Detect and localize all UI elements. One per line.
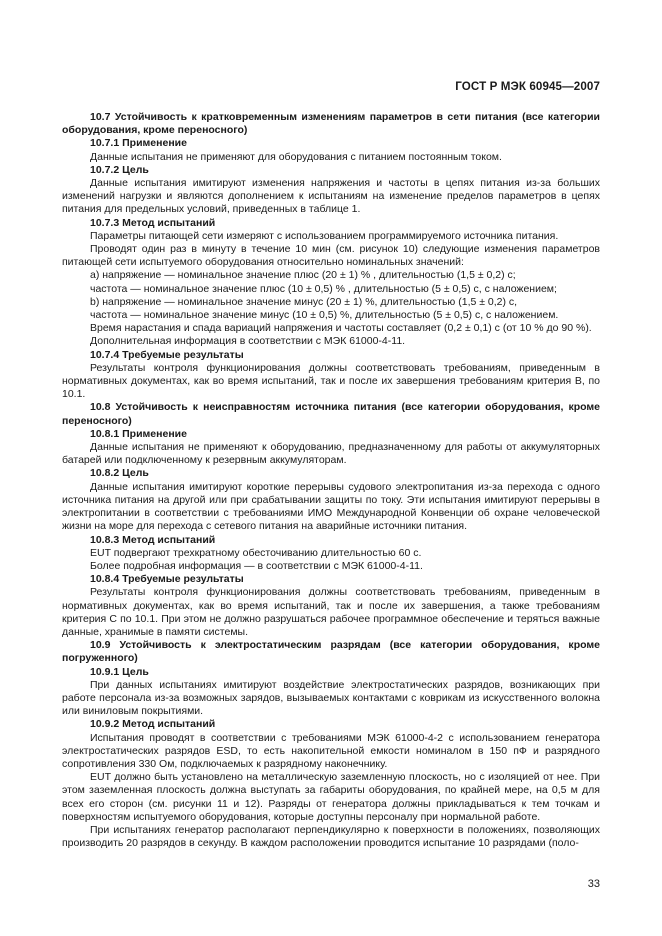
subsection-heading: 10.8.2 Цель (90, 467, 149, 480)
body-paragraph: Более подробная информация — в соответствии с МЭК 61000-4-11. (90, 559, 423, 572)
body-paragraph: Параметры питающей сети измеряют с использованием программируемого источника питания. (90, 229, 559, 242)
list-item: b) напряжение — номинальное значение минус (20 ± 1) %, длительностью (1,5 ± 0,2) с, (90, 295, 518, 308)
section-heading: 10.8 Устойчивость к неисправностям источника питания (все категории оборудования, кроме переносного) (62, 401, 600, 427)
subsection-heading: 10.8.1 Применение (90, 427, 187, 440)
body-paragraph: Данные испытания не применяют к оборудованию, предназначенному для работы от аккумуляторных батарей или подключенному к резервным аккумуляторам. (62, 441, 600, 467)
subsection-heading: 10.7.3 Метод испытаний (90, 216, 216, 229)
body-paragraph: EUT должно быть установлено на металлическую заземленную плоскость, но с изоляцией от нее. При этом заземленная плоскость должна выступать за габариты оборудования, по крайней мере, на 0,5 м для всех его сторон (см. рисунки 11 и 12). Разряды от генератора должны прикладываться к тем точкам и поверхностям испытуемого оборудования, которые доступны персоналу при нормальной работе. (62, 771, 600, 823)
subsection-heading: 10.7.1 Применение (90, 137, 187, 150)
body-paragraph: Результаты контроля функционирования должны соответствовать требованиям, приведенным в нормативных документах, как во время испытаний, так и после их завершения, а также требованиям критерия С по 10.1. При этом не должно разрушаться рабочее программное обеспечение и теряться важные данные, хранимые в памяти системы. (62, 586, 600, 638)
subsection-heading: 10.7.2 Цель (90, 163, 149, 176)
document-header: ГОСТ Р МЭК 60945—2007 (455, 80, 600, 93)
section-heading: 10.9 Устойчивость к электростатическим разрядам (все категории оборудования, кроме погруженного) (62, 639, 600, 665)
page-number: 33 (587, 878, 600, 890)
body-paragraph: Время нарастания и спада вариаций напряжения и частоты составляет (0,2 ± 0,1) с (от 10 % до 90 %). (90, 322, 592, 335)
body-paragraph: При данных испытаниях имитируют воздействие электростатических разрядов, возникающих при работе персонала из-за возможных зарядов, вызываемых контактами с коврикам из искусственного волокна или виниловым покрытиями. (62, 678, 600, 718)
body-paragraph: Проводят один раз в минуту в течение 10 мин (см. рисунок 10) следующие изменения параметров питающей сети испытуемого оборудования относительно номинальных значений: (62, 243, 600, 269)
subsection-heading: 10.8.3 Метод испытаний (90, 533, 216, 546)
body-paragraph: Дополнительная информация в соответствии с МЭК 61000-4-11. (90, 335, 406, 348)
subsection-heading: 10.9.2 Метод испытаний (90, 718, 216, 731)
body-paragraph: Данные испытания имитируют изменения напряжения и частоты в цепях питания из-за больших изменений нагрузки и являются дополнением к испытаниям на изменение пределов параметров в цепях питания для предельных условий, приведенных в таблице 1. (62, 177, 600, 216)
subsection-heading: 10.9.1 Цель (90, 665, 149, 678)
body-paragraph: Данные испытания не применяют для оборудования с питанием постоянным током. (90, 150, 502, 163)
list-item: частота — номинальное значение минус (10 ± 0,5) %, длительностью (5 ± 0,5) с, с наложением. (90, 309, 559, 322)
list-item: частота — номинальное значение плюс (10 ± 0,5) % , длительностью (5 ± 0,5) с, с наложением; (90, 282, 557, 295)
body-paragraph: При испытаниях генератор располагают перпендикулярно к поверхности в положениях, позволяющих производить 20 разрядов в секунду. В каждом расположении проводится испытание 10 разрядами (поло- (62, 823, 600, 850)
section-heading: 10.7 Устойчивость к кратковременным изменениям параметров в сети питания (все категории оборудования, кроме переносного) (62, 111, 600, 137)
subsection-heading: 10.8.4 Требуемые результаты (90, 573, 244, 586)
document-body (62, 111, 600, 850)
body-paragraph: Испытания проводят в соответствии с требованиями МЭК 61000-4-2 с использованием генератора электростатических разрядов ESD, то есть накопительной емкости номиналом в 150 пФ и разрядного сопротивления 330 Ом, подключаемых к разрядному наконечнику. (62, 731, 600, 770)
list-item: a) напряжение — номинальное значение плюс (20 ± 1) % , длительностью (1,5 ± 0,2) с; (90, 269, 516, 282)
body-paragraph: EUT подвергают трехкратному обесточиванию длительностью 60 с. (90, 546, 422, 559)
body-paragraph: Результаты контроля функционирования должны соответствовать требованиям, приведенным в нормативных документах, как во время испытаний, так и после их завершения требованиям критерия В, по 10.1. (62, 361, 600, 401)
body-paragraph: Данные испытания имитируют короткие перерывы судового электропитания из-за перехода с одного источника питания на другой или при срабатывании защиты по току. Эти испытания имитируют перерывы в электропитании в соответствии с требованиями ИМО Международной Конвенции об охране человеческой жизни на море для перехода с сетевого питания на аварийные источники питания. (62, 480, 600, 533)
subsection-heading: 10.7.4 Требуемые результаты (90, 348, 244, 361)
